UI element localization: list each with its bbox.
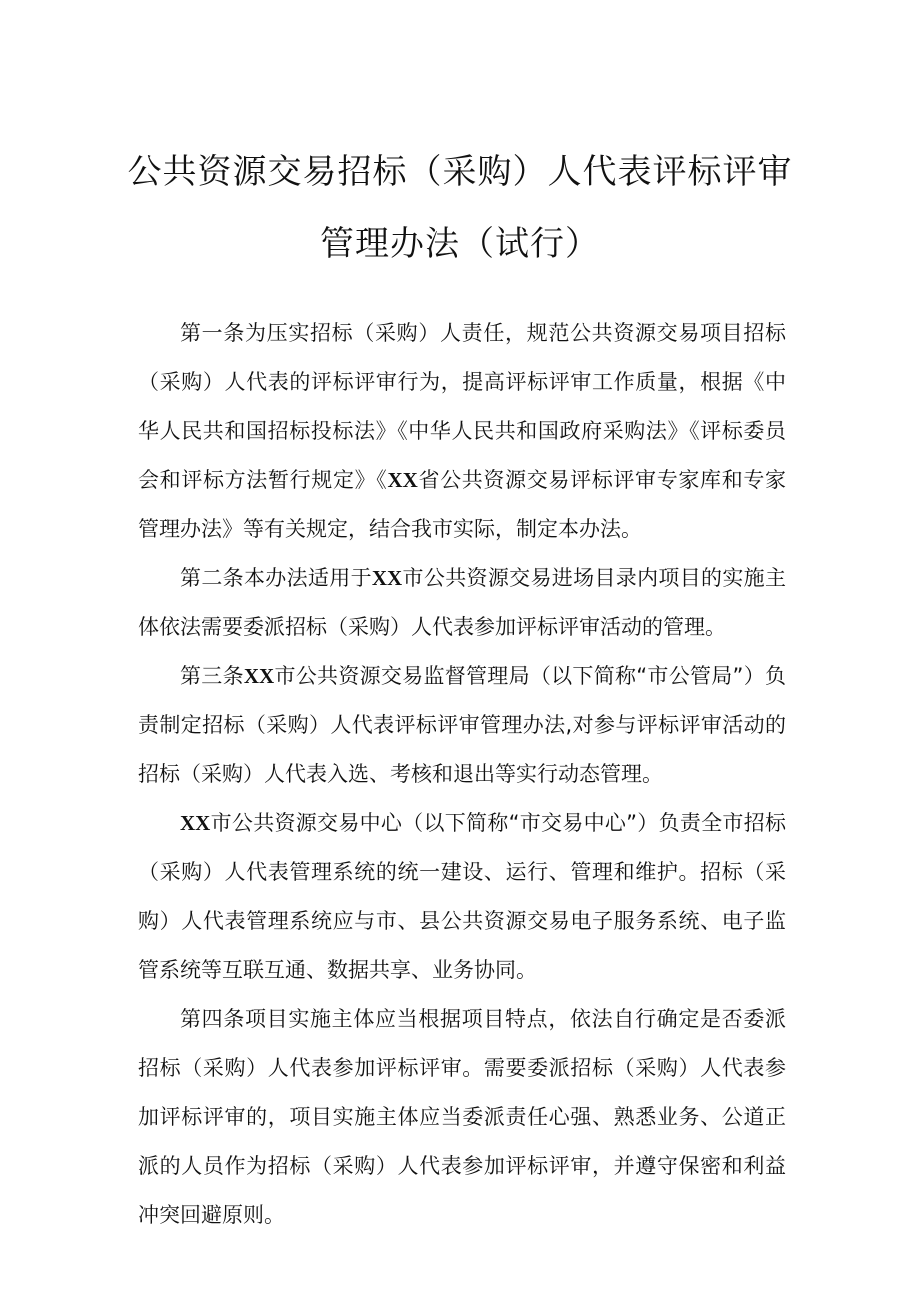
placeholder-xx: XX [180,811,211,835]
document-body [138,309,786,1240]
paragraph-article-3: 第三条XX市公共资源交易监督管理局（以下简称“市公管局”）负责制定招标（采购）人代表评标评审管理办法,对参与评标评审活动的招标（采购）人代表入选、考核和退出等实行动态管理。 [138,664,787,786]
document-title-line-2: 管理办法（试行） [320,224,600,264]
paragraph-article-2: 第二条本办法适用于XX市公共资源交易进场目录内项目的实施主体依法需要委派招标（采购）人代表参加评标评审活动的管理。 [138,566,787,639]
placeholder-xx: XX [387,468,418,492]
paragraph-article-4: 第四条项目实施主体应当根据项目特点，依法自行确定是否委派招标（采购）人代表参加评标评审。需要委派招标（采购）人代表参加评标评审的，项目实施主体应当委派责任心强、熟悉业务、公道正派的人员作为招标（采购）人代表参加评标评审，并遵守保密和利益冲突回避原则。 [138,1007,786,1227]
document-title-line-1: 公共资源交易招标（采购）人代表评标评审 [127,152,793,192]
paragraph-article-1: 第一条为压实招标（采购）人责任，规范公共资源交易项目招标（采购）人代表的评标评审行为，提高评标评审工作质量，根据《中华人民共和国招标投标法》《中华人民共和国政府采购法》《评标委员会和评标方法暂行规定》《XX省公共资源交易评标评审专家库和专家管理办法》等有关规定，结合我市实际，制定本办法。 [138,321,787,541]
placeholder-xx: XX [243,664,275,688]
paragraph-article-3-cont: XX市公共资源交易中心（以下简称“市交易中心”）负责全市招标（采购）人代表管理系统的统一建设、运行、管理和维护。招标（采购）人代表管理系统应与市、县公共资源交易电子服务系统、电子监管系统等互联互通、数据共享、业务协同。 [138,811,786,982]
placeholder-xx: XX [371,566,403,590]
